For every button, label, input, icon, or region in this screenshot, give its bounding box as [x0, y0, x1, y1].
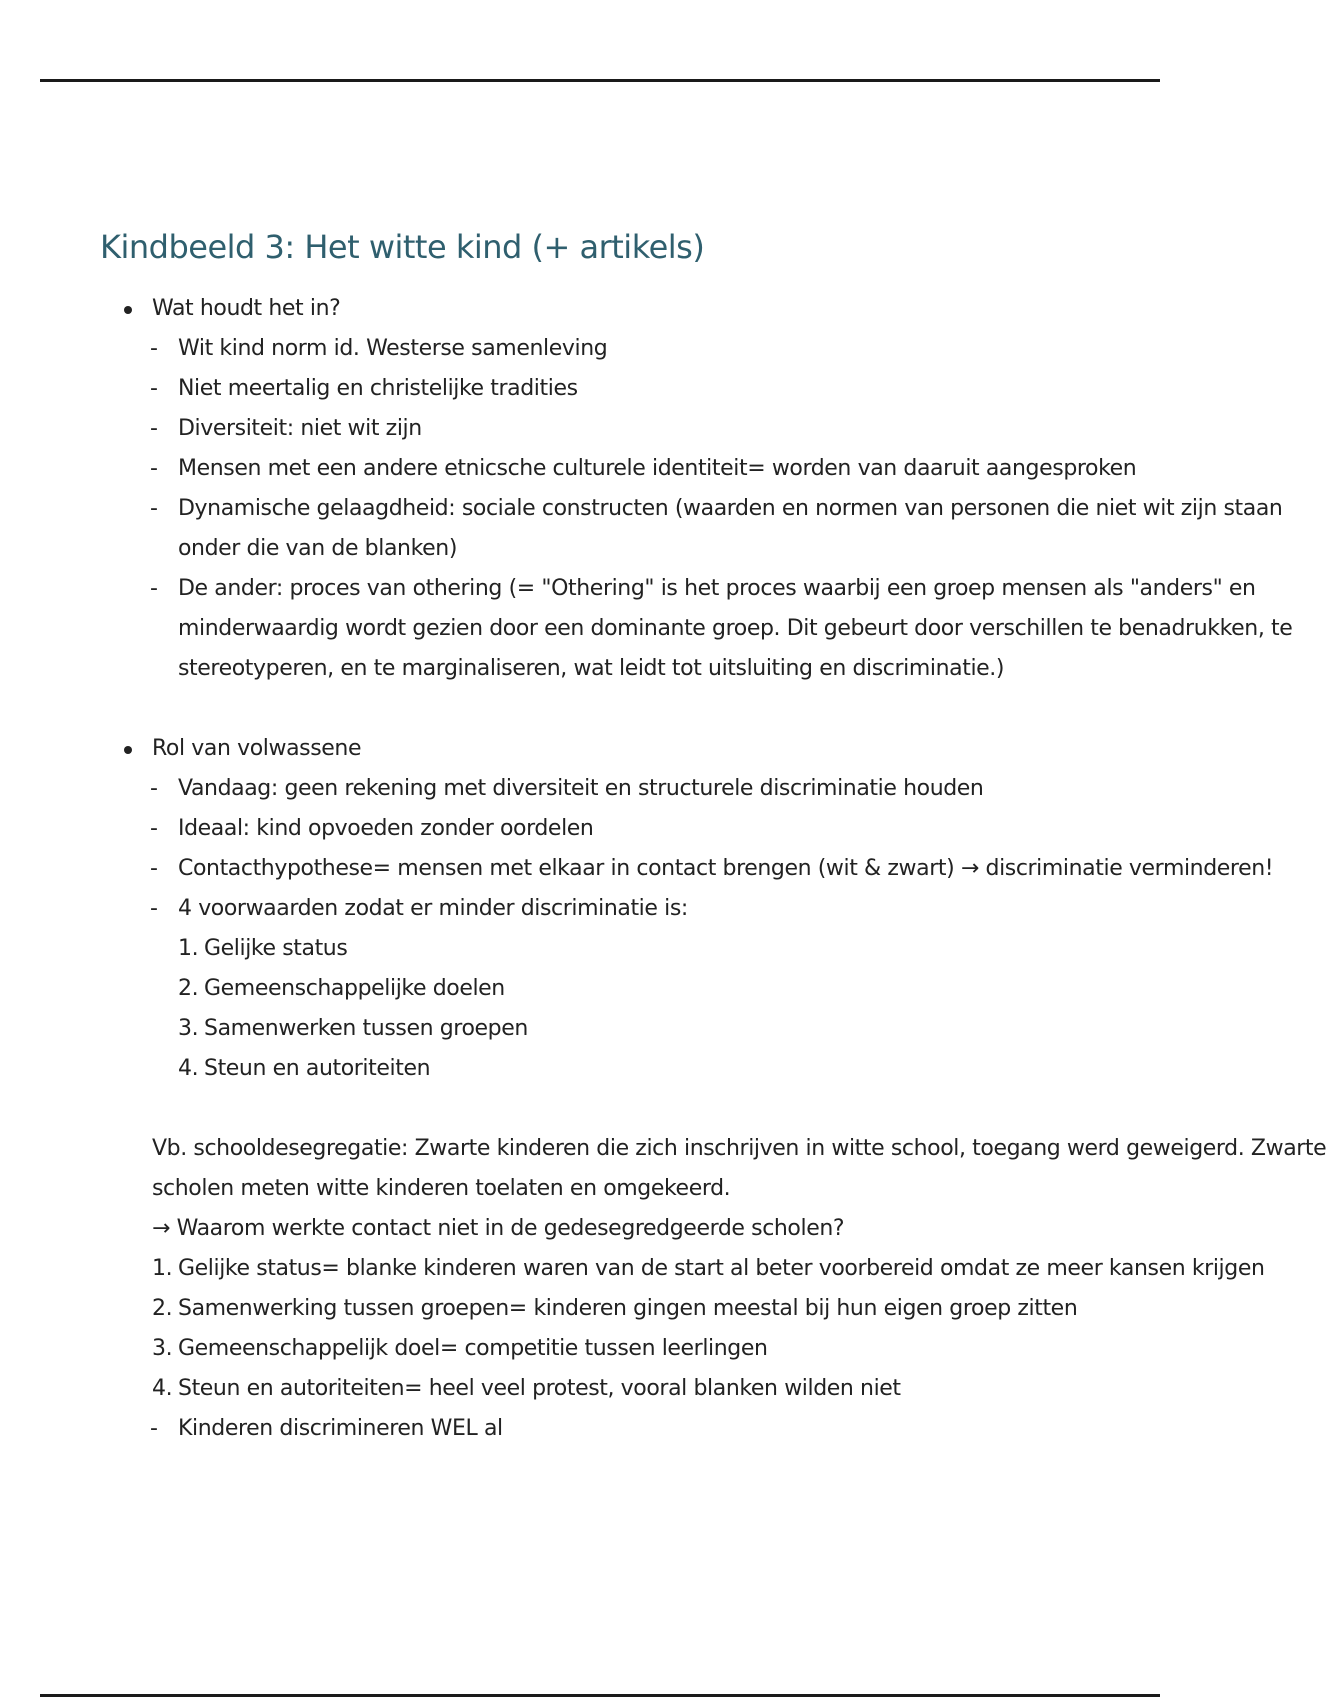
- dash-marker: -: [150, 776, 158, 801]
- bullet-icon: [124, 306, 132, 314]
- list-item: Niet meertalig en christelijke tradities: [178, 376, 578, 401]
- list-item: Contacthypothese= mensen met elkaar in contact brengen (wit & zwart) → discriminatie verminderen!: [178, 856, 1274, 881]
- list-number: 2.: [178, 976, 199, 1001]
- list-item: 4 voorwaarden zodat er minder discriminatie is:: [178, 896, 688, 921]
- dash-marker: -: [150, 456, 158, 481]
- list-number: 3.: [152, 1336, 173, 1361]
- list-item: Mensen met een andere etnicsche culturele identiteit= worden van daaruit aangesproken: [178, 456, 1137, 481]
- section-heading-rol-van-volwassene: Rol van volwassene: [152, 736, 362, 761]
- dash-marker: -: [150, 416, 158, 441]
- header-rule: [40, 79, 1160, 82]
- list-item: Vandaag: geen rekening met diversiteit en structurele discriminatie houden: [178, 776, 984, 801]
- example-paragraph: Vb. schooldesegregatie: Zwarte kinderen die zich inschrijven in witte school, toegang werd geweigerd. Zwarte: [152, 1136, 1326, 1161]
- list-number: 2.: [152, 1296, 173, 1321]
- list-item: Dynamische gelaagdheid: sociale constructen (waarden en normen van personen die niet wit zijn staan: [178, 496, 1283, 521]
- list-item: Wit kind norm id. Westerse samenleving: [178, 336, 608, 361]
- dash-marker: -: [150, 496, 158, 521]
- dash-marker: -: [150, 896, 158, 921]
- answer-item: Gelijke status= blanke kinderen waren van de start al beter voorbereid omdat ze meer kansen krijgen: [178, 1256, 1265, 1281]
- section-heading-wat-houdt-het-in: Wat houdt het in?: [152, 296, 341, 321]
- list-item-continuation: onder die van de blanken): [178, 536, 457, 561]
- dash-marker: -: [150, 816, 158, 841]
- list-item: Kinderen discrimineren WEL al: [178, 1416, 503, 1441]
- numbered-item: Samenwerken tussen groepen: [204, 1016, 528, 1041]
- dash-marker: -: [150, 576, 158, 601]
- list-item: Diversiteit: niet wit zijn: [178, 416, 422, 441]
- answer-item: Steun en autoriteiten= heel veel protest, vooral blanken wilden niet: [178, 1376, 901, 1401]
- dash-marker: -: [150, 1416, 158, 1441]
- bullet-icon: [124, 746, 132, 754]
- list-item-continuation: minderwaardig wordt gezien door een dominante groep. Dit gebeurt door verschillen te benadrukken, te: [178, 616, 1293, 641]
- list-item: Ideaal: kind opvoeden zonder oordelen: [178, 816, 594, 841]
- list-item: De ander: proces van othering (= "Othering" is het proces waarbij een groep mensen als "anders" en: [178, 576, 1256, 601]
- answer-item: Gemeenschappelijk doel= competitie tussen leerlingen: [178, 1336, 768, 1361]
- example-paragraph-continuation: scholen meten witte kinderen toelaten en omgekeerd.: [152, 1176, 731, 1201]
- list-number: 1.: [178, 936, 199, 961]
- numbered-item: Steun en autoriteiten: [204, 1056, 431, 1081]
- dash-marker: -: [150, 856, 158, 881]
- list-item-continuation: stereotyperen, en te marginaliseren, wat leidt tot uitsluiting en discriminatie.): [178, 656, 1005, 681]
- answer-item: Samenwerking tussen groepen= kinderen gingen meestal bij hun eigen groep zitten: [178, 1296, 1078, 1321]
- list-number: 4.: [152, 1376, 173, 1401]
- dash-marker: -: [150, 336, 158, 361]
- page-title: Kindbeeld 3: Het witte kind (+ artikels): [100, 228, 705, 266]
- example-question: → Waarom werkte contact niet in de gedesegredgeerde scholen?: [152, 1216, 845, 1241]
- numbered-item: Gemeenschappelijke doelen: [204, 976, 505, 1001]
- numbered-item: Gelijke status: [204, 936, 348, 961]
- dash-marker: -: [150, 376, 158, 401]
- list-number: 4.: [178, 1056, 199, 1081]
- list-number: 3.: [178, 1016, 199, 1041]
- list-number: 1.: [152, 1256, 173, 1281]
- footer-rule: [40, 1694, 1160, 1697]
